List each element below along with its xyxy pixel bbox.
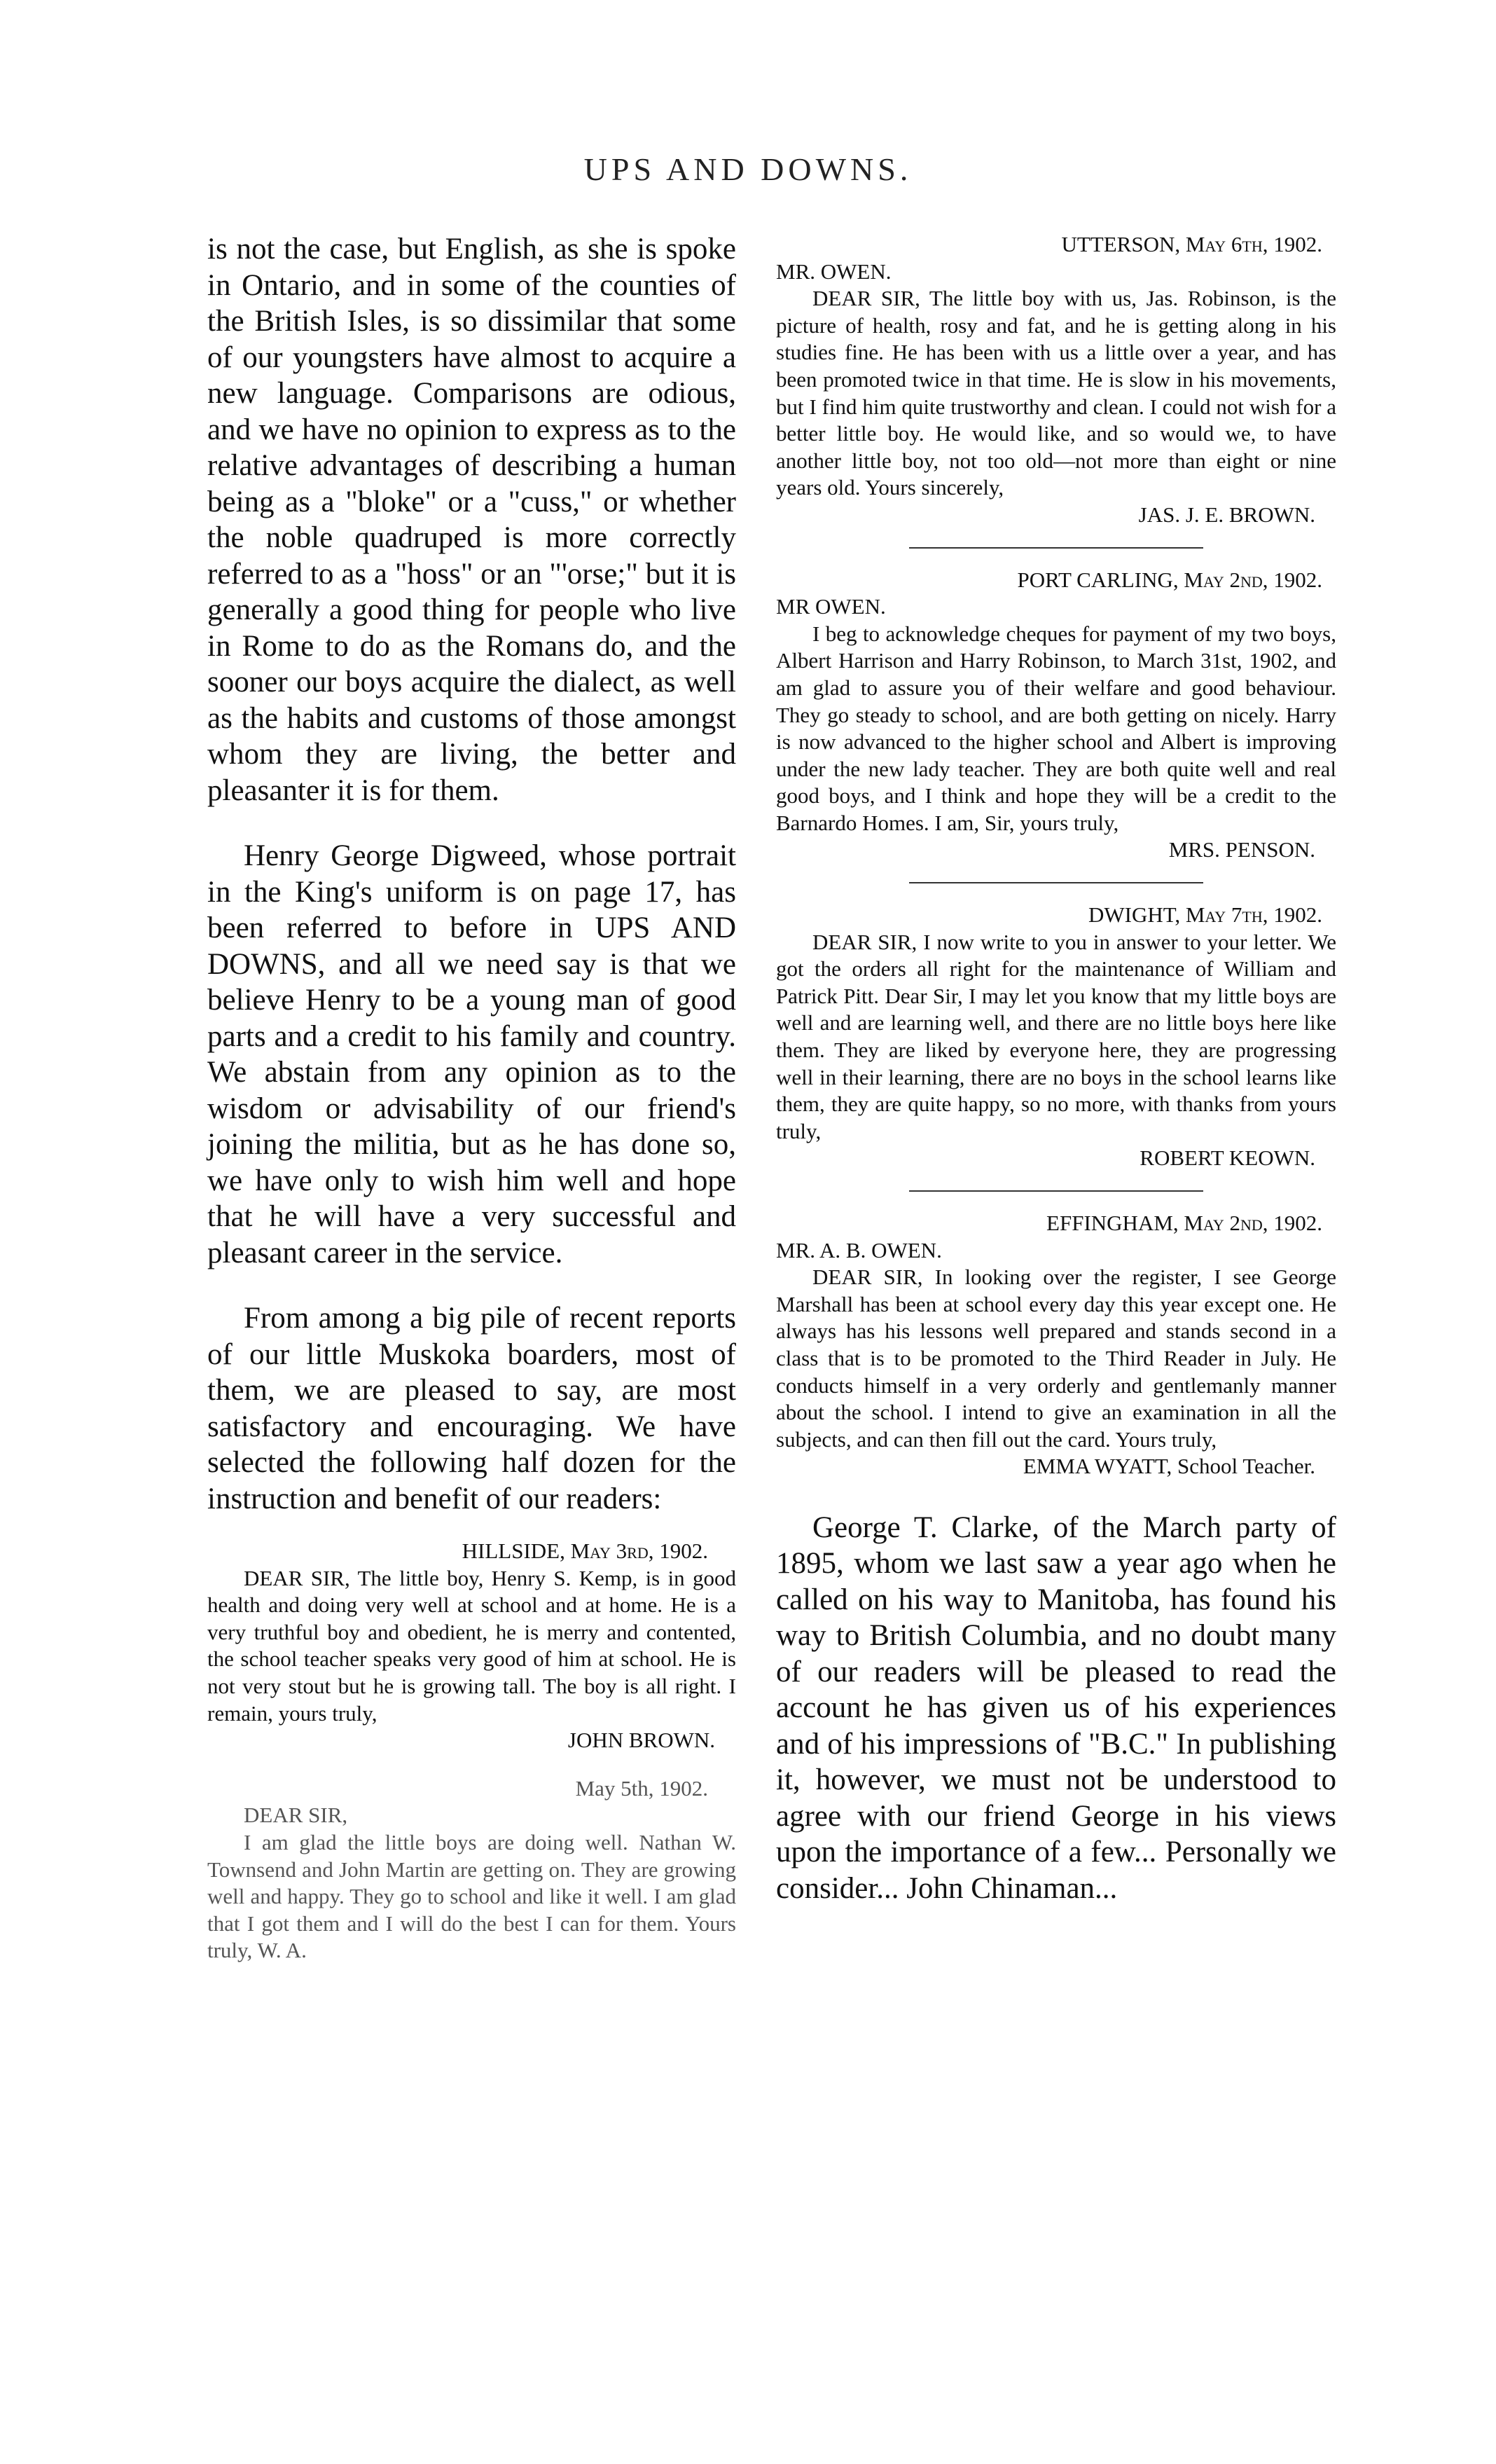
letter-dateline: DWIGHT, May 7th, 1902.	[1088, 902, 1322, 928]
paragraph-digweed: Henry George Digweed, whose portrait in the King's uniform is on page 17, has been referred to before in UPS AND DOWNS, and all we need say is that we believe Henry to be a young man of good parts and a credit to his family and country. We abstain from any opinion as to the wisdom or advisability of our friend's joining the militia, but as he has done so, we have only to wish him well and hope that he will have a very successful and pleasant career in the service.	[207, 839, 736, 1269]
letter-dateline: EFFINGHAM, May 2nd, 1902.	[1046, 1211, 1322, 1235]
letter-dateline: PORT CARLING, May 2nd, 1902.	[1017, 567, 1322, 592]
running-header: UPS AND DOWNS.	[583, 151, 913, 187]
divider	[909, 1190, 1203, 1192]
letter-utterson	[776, 231, 1336, 529]
divider	[909, 547, 1203, 549]
letter-dateline: UTTERSON, May 6th, 1902.	[1061, 232, 1322, 256]
letter-body: DEAR SIR, The little boy, Henry S. Kemp, is in good health and doing very well at school and at home. He is a very truthful boy and obedient, he is merry and contented, the school teacher speaks very good of him at school. He is not very stout but he is growing tall. The boy is all right. I remain, yours truly,	[207, 1565, 736, 1726]
letter-addressee: MR. A. B. OWEN.	[776, 1237, 942, 1262]
letter-addressee: MR. OWEN.	[776, 259, 892, 284]
letter-dateline: HILLSIDE, May 3rd, 1902.	[462, 1539, 708, 1563]
left-column	[207, 231, 736, 1964]
letter-signature: JAS. J. E. BROWN.	[1138, 502, 1315, 527]
letter-signature: ROBERT KEOWN.	[1140, 1145, 1315, 1171]
letter-port-carling	[776, 567, 1336, 865]
letter-body: DEAR SIR, I now write to you in answer to your letter. We got the orders all right for the maintenance of William and Patrick Pitt. Dear Sir, I may let you know that my little boys are well and are learning well, and there are no little boys here like them. They are liked by everyone here, they are progressing well in their learning, there are no boys in the school learns like them, they are quite happy, so no more, with thanks from yours truly,	[776, 929, 1336, 1143]
divider	[909, 882, 1203, 883]
letter-faded	[207, 1775, 736, 1964]
letter-body: DEAR SIR, In looking over the register, I see George Marshall has been at school every day this year except one. He always has his lessons well prepared and stands second in a class that is to be promoted to the Third Reader in July. He conducts himself in a very orderly and gentlemanly manner about the school. I intend to give an examination in all the subjects, and can then fill out the card. Yours truly,	[776, 1265, 1336, 1452]
letter-signature: MRS. PENSON.	[1168, 837, 1315, 862]
paragraph-clarke: George T. Clarke, of the March party of 1895, whom we last saw a year ago when he called on his way to Manitoba, has found his way to British Columbia, and no doubt many of our readers will be pleased to read the account he has given us of his experiences and of his impressions of "B.C." In publishing it, however, we must not be understood to agree with our friend George in his views upon the importance of a few... Personally we consider... John Chinaman...	[776, 1510, 1336, 1905]
letter-body: DEAR SIR, The little boy with us, Jas. Robinson, is the picture of health, rosy and fat, and he is getting along in his studies fine. He has been with us a little over a year, and has been promoted twice in that time. He is slow in his movements, but I find him quite trustworthy and clean. I could not wish for a better little boy. He would like, and so would we, to have another little boy, not too old—not more than eight or nine years old. Yours sincerely,	[776, 286, 1336, 500]
letter-signature: EMMA WYATT, School Teacher.	[1023, 1454, 1315, 1479]
letter-signature: JOHN BROWN.	[567, 1728, 715, 1753]
letter-addressee: DEAR SIR,	[244, 1803, 348, 1828]
letter-dwight	[776, 902, 1336, 1172]
letter-effingham	[776, 1210, 1336, 1480]
letter-body: I beg to acknowledge cheques for payment of my two boys, Albert Harrison and Harry Robinson, to March 31st, 1902, and am glad to assure you of their welfare and good behaviour. They go steady to school, and are both getting on nicely. Harry is now advanced to the higher school and Albert is improving under the new lady teacher. They are both quite well and real good boys, and I think and hope they will be a credit to the Barnardo Homes. I am, Sir, yours truly,	[776, 621, 1336, 835]
right-column	[776, 231, 1336, 1906]
letter-body: I am glad the little boys are doing well. Nathan W. Townsend and John Martin are getting on. They are growing well and happy. They go to school and like it well. I am glad that I got them and I will do the best I can for them. Yours truly, W. A.	[207, 1829, 736, 1963]
paragraph-muskoka-reports: From among a big pile of recent reports of our little Muskoka boarders, most of them, we are pleased to say, are most satisfactory and encouraging. We have selected the following half dozen for the instruction and benefit of our readers:	[207, 1302, 736, 1515]
letter-addressee: MR OWEN.	[776, 594, 886, 619]
paragraph-dialect: is not the case, but English, as she is spoke in Ontario, and in some of the counties of the British Isles, is so dissimilar that some of our youngsters have almost to acquire a new language. Comparisons are odious, and we have no opinion to express as to the relative advantages of describing a human being as a "bloke" or a "cuss," or whether the noble quadruped is more correctly referred to as a "hoss" or an "'orse;" but it is generally a good thing for people who live in Rome to do as the Romans do, and the sooner our boys acquire the dialect, as well as the habits and customs of those amongst whom they are living, the better and pleasanter it is for them.	[207, 233, 736, 807]
letter-hillside	[207, 1538, 736, 1754]
letter-dateline: May 5th, 1902.	[575, 1775, 708, 1801]
